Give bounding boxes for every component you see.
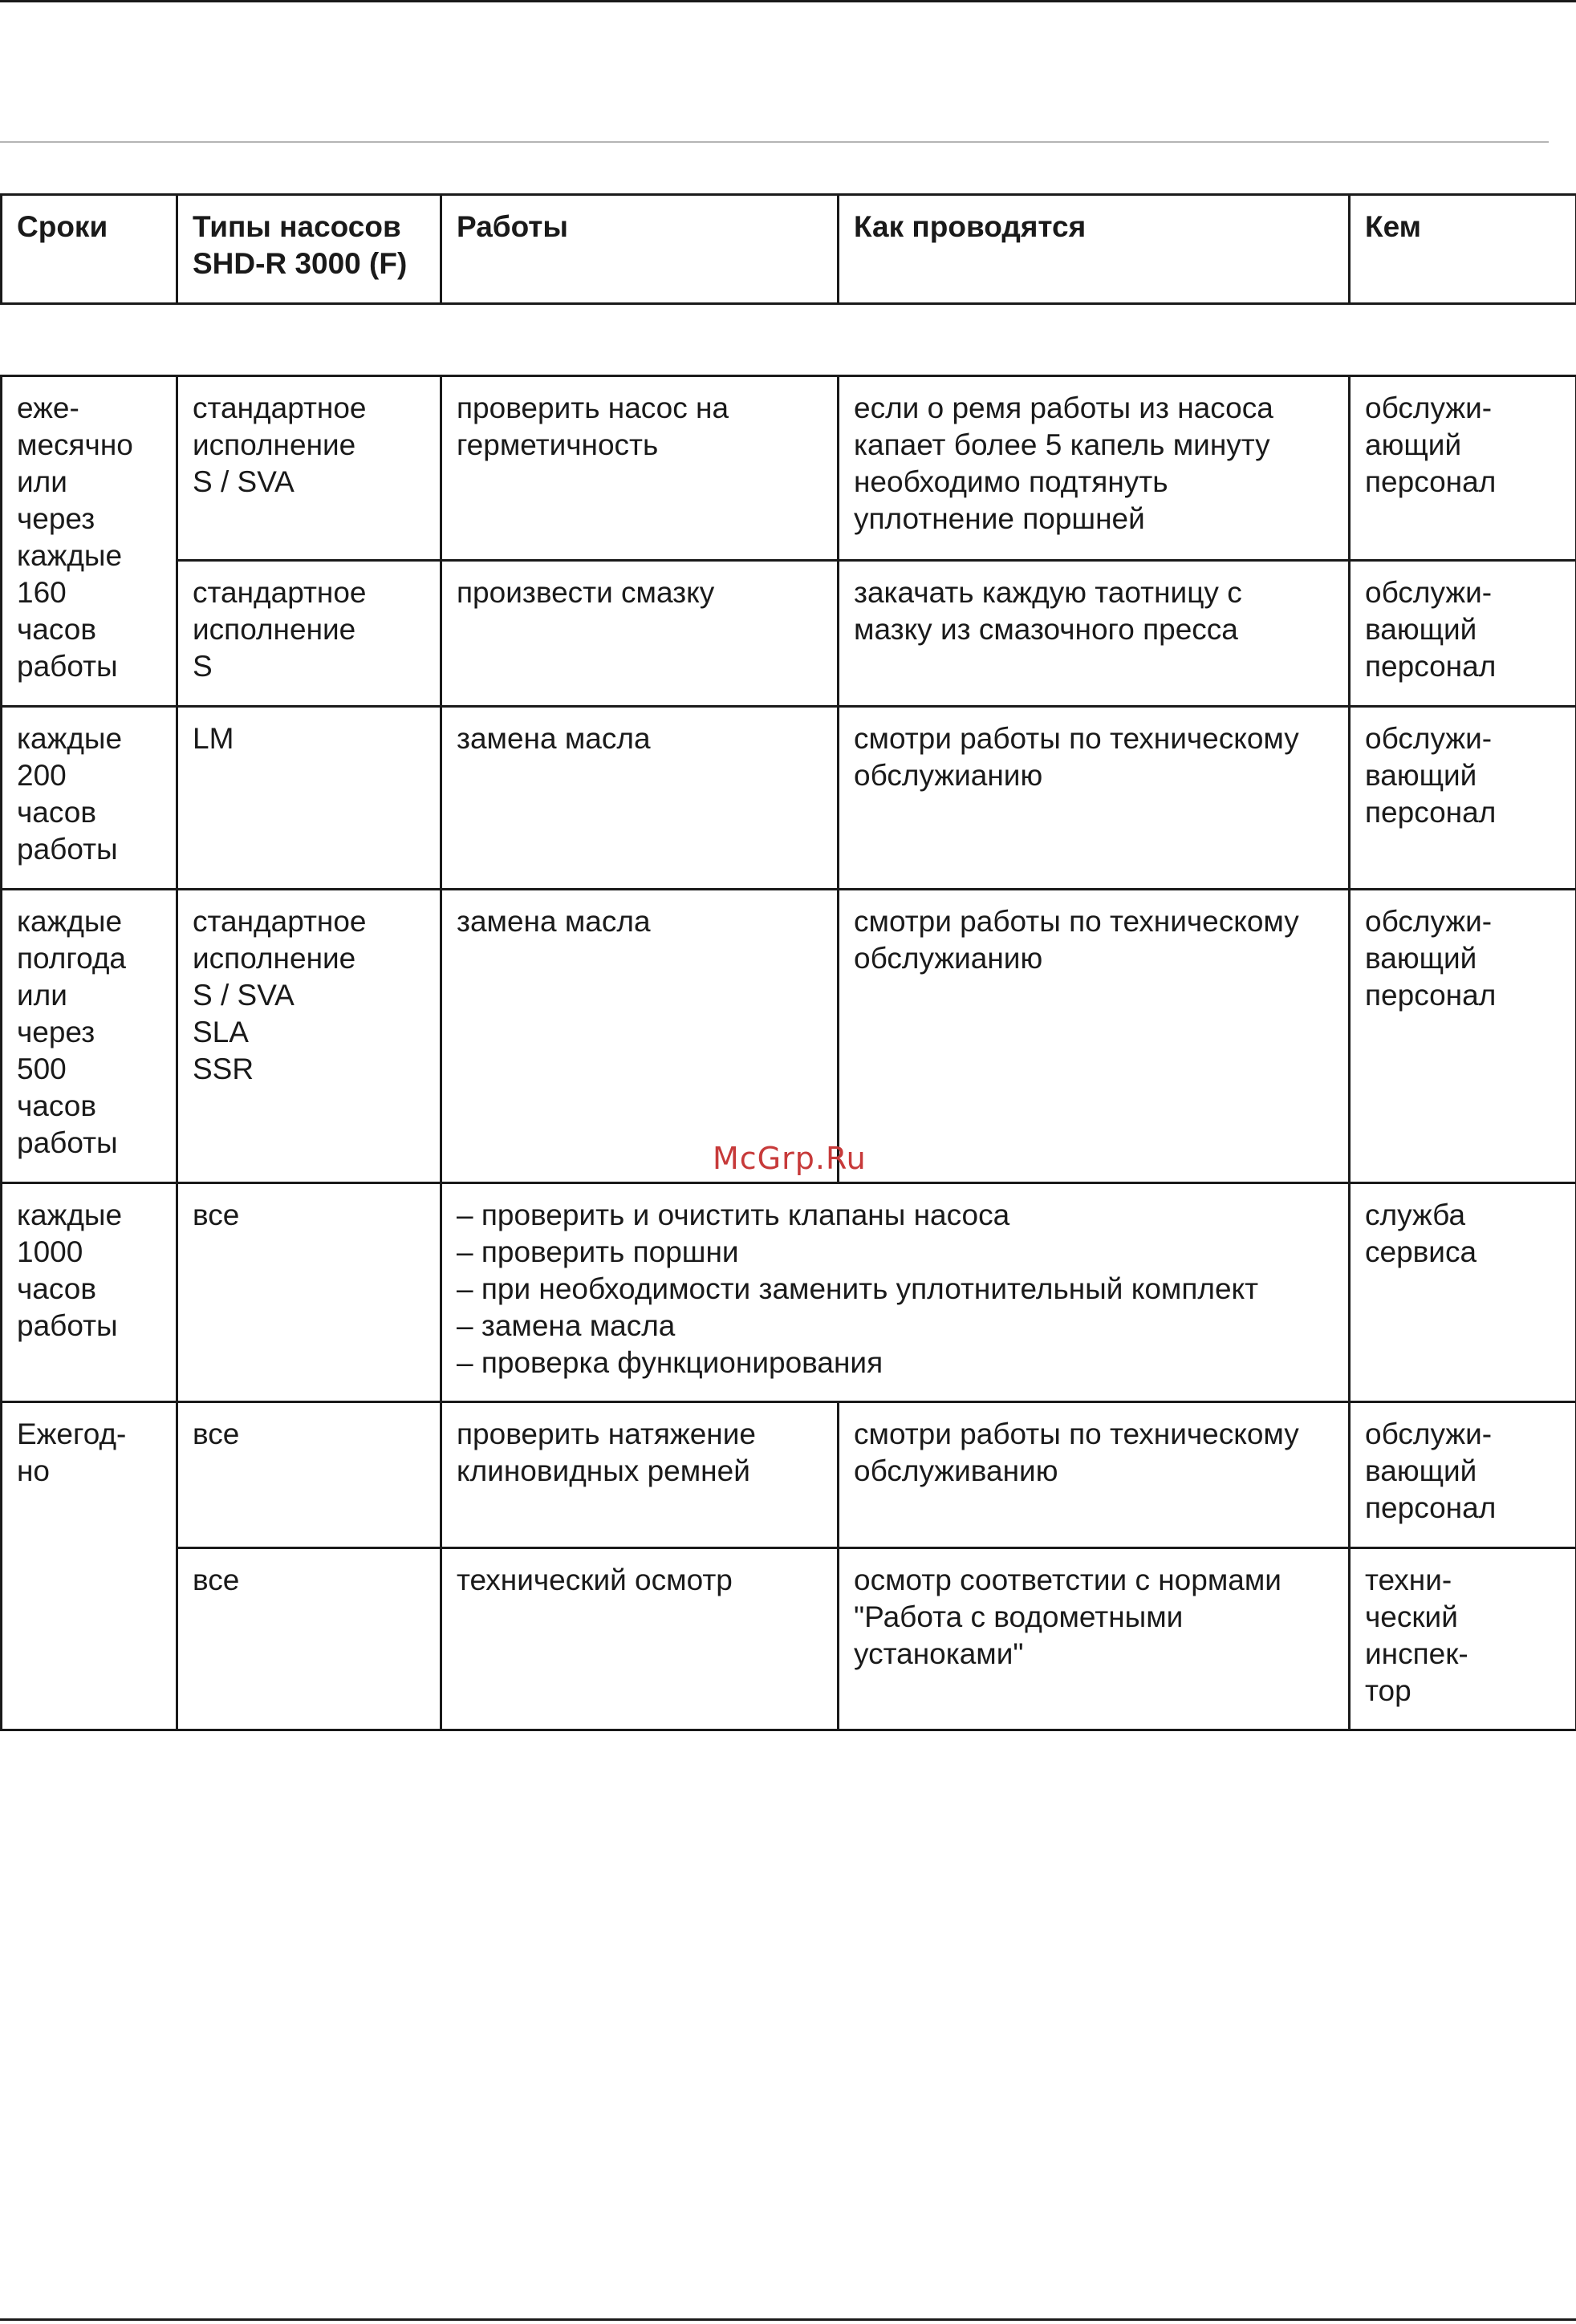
cell-types: все: [177, 1548, 441, 1730]
header-row: [2, 195, 1576, 304]
col-works-header: Работы: [441, 195, 839, 304]
cell-how: если о ремя работы из насоса капает более 5 капель минуту необходимо подтянуть уплотнение поршней: [839, 376, 1350, 561]
cell-who: обслужи- вающий персонал: [1350, 890, 1576, 1183]
cell-when: еже- месячно или через каждые 160 часов работы: [2, 376, 177, 707]
cell-how: осмотр соответстии с нормами "Работа с водометными устаноками": [839, 1548, 1350, 1730]
table-row: [2, 1402, 1576, 1548]
cell-who: обслужи- ающий персонал: [1350, 376, 1576, 561]
table-row: [2, 1183, 1576, 1402]
cell-types: все: [177, 1402, 441, 1548]
table-row: [2, 707, 1576, 890]
maintenance-table: [0, 375, 1576, 1731]
cell-works: замена масла: [441, 707, 839, 890]
cell-how: смотри работы по техническому обслуживанию: [839, 1402, 1350, 1548]
cell-types: все: [177, 1183, 441, 1402]
table-header: [0, 193, 1576, 305]
cell-when: каждые 1000 часов работы: [2, 1183, 177, 1402]
cell-works: произвести смазку: [441, 561, 839, 707]
col-how-header: Как проводятся: [839, 195, 1350, 304]
cell-works: проверить натяжение клиновидных ремней: [441, 1402, 839, 1548]
cell-how: закачать каждую таотницу с мазку из смазочного пресса: [839, 561, 1350, 707]
works-list-item: – проверить и очистить клапаны насоса: [457, 1199, 1010, 1231]
works-list-item: – замена масла: [457, 1309, 676, 1342]
cell-types: стандартное исполнение S / SVA: [177, 376, 441, 561]
works-list-item: – проверить поршни: [457, 1235, 739, 1268]
cell-types: стандартное исполнение S / SVA SLA SSR: [177, 890, 441, 1183]
watermark-text: McGrp.Ru: [713, 1141, 867, 1176]
header-rule: [0, 141, 1549, 143]
cell-works: технический осмотр: [441, 1548, 839, 1730]
table-row: [2, 890, 1576, 1183]
table-row: [2, 376, 1576, 561]
cell-who: служба сервиса: [1350, 1183, 1576, 1402]
cell-when: Ежегод- но: [2, 1402, 177, 1730]
col-types-header: Типы насосов SHD-R 3000 (F): [177, 195, 441, 304]
cell-who: обслужи- вающий персонал: [1350, 561, 1576, 707]
works-list-item: – проверка функционирования: [457, 1346, 883, 1379]
table-row: [2, 1548, 1576, 1730]
bottom-rule: [0, 2318, 1576, 2321]
col-who-header: Кем: [1350, 195, 1576, 304]
col-when-header: Сроки: [2, 195, 177, 304]
cell-who: техни- ческий инспек- тор: [1350, 1548, 1576, 1730]
cell-how: смотри работы по техническому обслужианию: [839, 890, 1350, 1183]
cell-when: каждые 200 часов работы: [2, 707, 177, 890]
cell-types: LM: [177, 707, 441, 890]
cell-how: смотри работы по техническому обслужианию: [839, 707, 1350, 890]
cell-when: каждые полгода или через 500 часов работы: [2, 890, 177, 1183]
cell-types: стандартное исполнение S: [177, 561, 441, 707]
works-list: [457, 1197, 1334, 1381]
cell-works: замена масла: [441, 890, 839, 1183]
cell-who: обслужи- вающий персонал: [1350, 1402, 1576, 1548]
works-list-item: – при необходимости заменить уплотнительный комплект: [457, 1272, 1259, 1305]
table-row: [2, 561, 1576, 707]
top-rule: [0, 0, 1576, 2]
cell-works: проверить насос на герметичность: [441, 376, 839, 561]
cell-works-list: [441, 1183, 1350, 1402]
cell-who: обслужи- вающий персонал: [1350, 707, 1576, 890]
